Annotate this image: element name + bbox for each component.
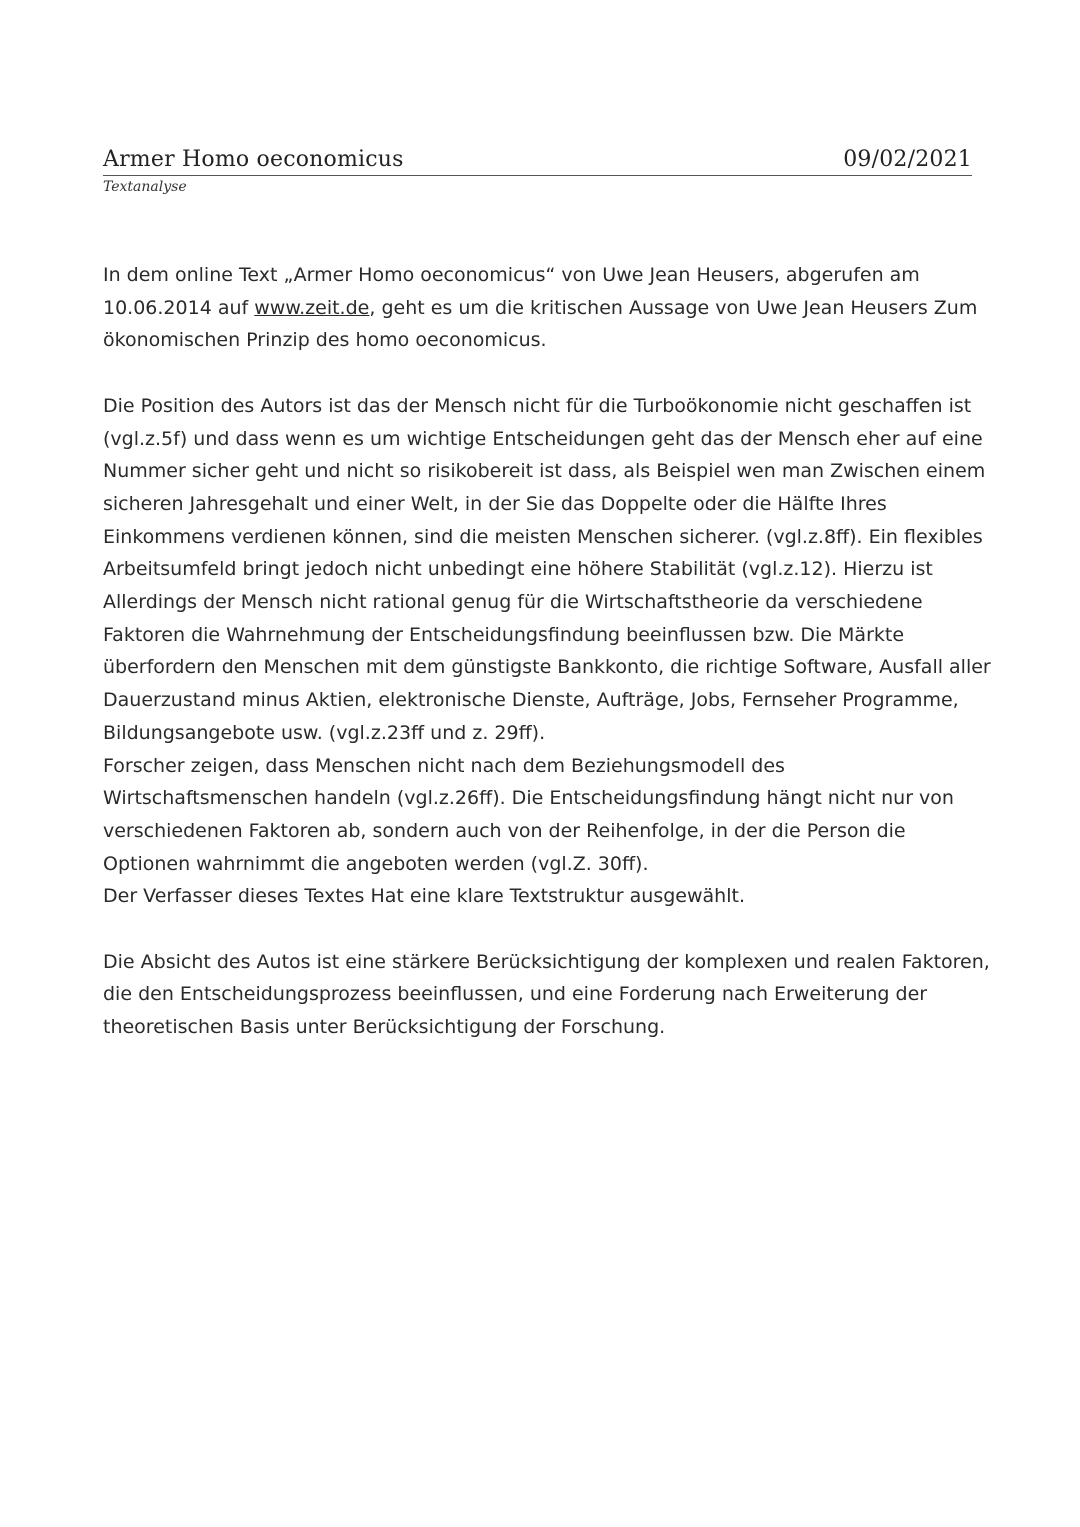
document-subtitle: Textanalyse (103, 179, 187, 195)
document-body (103, 259, 993, 1044)
intro-text-start: In dem online Text „Armer Homo oeconomicus“ von Uwe Jean Heusers, abgerufen am 10.06.2014 auf (103, 264, 920, 319)
position-paragraph: Die Position des Autors ist das der Mensch nicht für die Turboökonomie nicht geschaffen ist (vgl.z.5f) und dass wenn es um wichtige Entscheidungen geht das der Mensch eher auf eine Nummer sicher geht und nicht so risikobereit ist dass, als Beispiel wen man Zwischen einem sicheren Jahresgehalt und einer Welt, in der Sie das Doppelte oder die Hälfte Ihres Einkommens verdienen können, sind die meisten Menschen sicherer. (vgl.z.8ff). Ein flexibles Arbeitsumfeld bringt jedoch nicht unbedingt eine höhere Stabilität (vgl.z.12). Hierzu ist Allerdings der Mensch nicht rational genug für die Wirtschaftstheorie da verschiedene Faktoren die Wahrnehmung der Entscheidungsfindung beeinflussen bzw. Die Märkte überfordern den Menschen mit dem günstigste Bankkonto, die richtige Software, Ausfall aller Dauerzustand minus Aktien, elektronische Dienste, Aufträge, Jobs, Fernseher Programme, Bildungsangebote usw. (vgl.z.23ff und z. 29ff). (103, 394, 991, 744)
paragraph-spacer (103, 913, 993, 946)
document-date: 09/02/2021 (843, 147, 972, 172)
intro-text-end: , geht es um die kritischen Aussage von Uwe Jean Heusers Zum ökonomischen Prinzip des homo oeconomicus. (103, 296, 978, 352)
intro-paragraph (103, 259, 993, 357)
document-title: Armer Homo oeconomicus (103, 147, 404, 172)
zeit-link[interactable]: www.zeit.de (254, 296, 370, 319)
structure-paragraph: Der Verfasser dieses Textes Hat eine klare Textstruktur ausgewählt. (103, 885, 745, 908)
paragraph-spacer (103, 357, 993, 390)
intention-paragraph: Die Absicht des Autos ist eine stärkere Berücksichtigung der komplexen und realen Faktoren, die den Entscheidungsprozess beeinflussen, und eine Forderung nach Erweiterung der theoretischen Basis unter Berücksichtigung der Forschung. (103, 950, 990, 1039)
document-header (103, 146, 972, 197)
header-row (103, 146, 972, 176)
research-paragraph: Forscher zeigen, dass Menschen nicht nach dem Beziehungsmodell des Wirtschaftsmenschen handeln (vgl.z.26ff). Die Entscheidungsfindung hängt nicht nur von verschiedenen Faktoren ab, sondern auch von der Reihenfolge, in der die Person die Optionen wahrnimmt die angeboten werden (vgl.Z. 30ff). (103, 754, 954, 875)
